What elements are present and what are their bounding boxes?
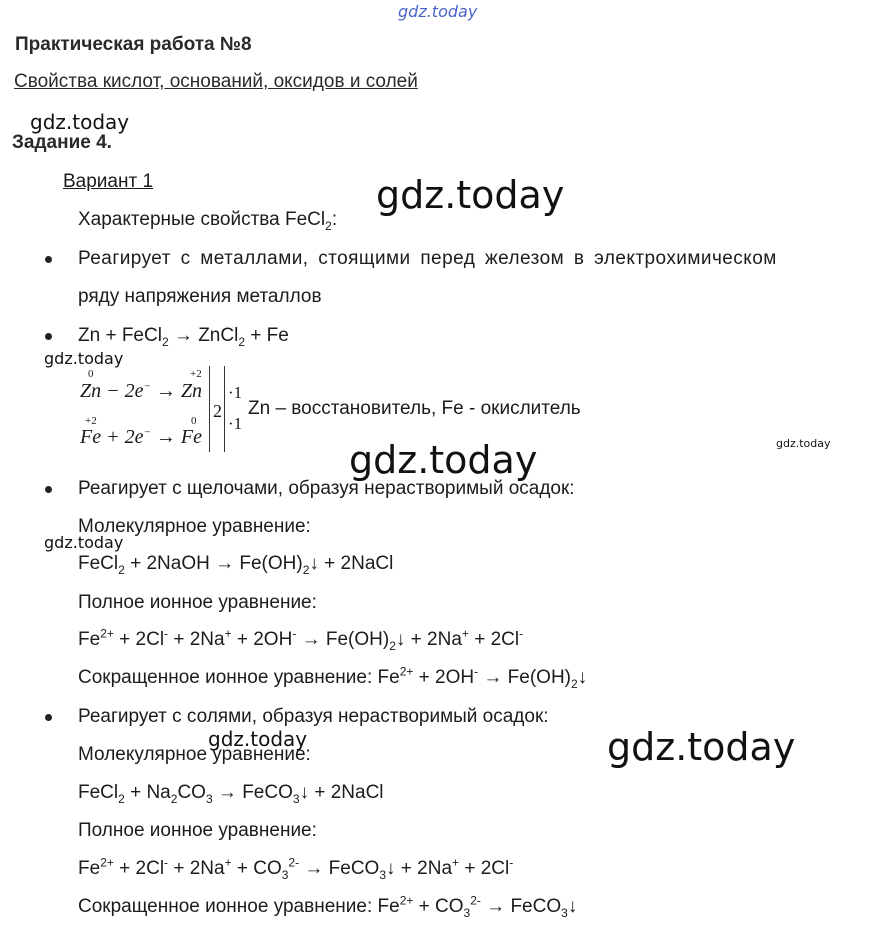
- electron-charge: −: [143, 426, 151, 439]
- redox-right: Zn: [180, 380, 203, 402]
- watermark: gdz.today: [44, 349, 124, 368]
- eq-sup: 2+: [100, 855, 114, 870]
- electron-charge: −: [143, 380, 151, 393]
- eq-part: FeCl: [78, 553, 119, 574]
- eq-sub: 2: [302, 562, 310, 577]
- eq-part: → FeCO: [212, 782, 293, 803]
- redox-left: Zn − 2e: [80, 380, 144, 402]
- item4-mol-label: Молекулярное уравнение:: [78, 744, 311, 765]
- item4-short-equation: [78, 893, 578, 920]
- eq-part: + 2Na: [168, 629, 225, 650]
- eq-part: + 2OH: [413, 667, 475, 688]
- task-heading: Задание 4.: [12, 132, 112, 153]
- eq-sub: 3: [205, 791, 213, 806]
- eq-sup: +: [452, 855, 460, 870]
- eq-sub: 2: [389, 638, 396, 653]
- eq-part: + 2Cl: [113, 858, 165, 879]
- eq-sub: 2: [161, 334, 169, 349]
- bullet-icon: [45, 486, 52, 493]
- redox-coef: 2: [213, 401, 222, 421]
- eq-part: + 2NaOH → Fe(OH): [124, 553, 303, 574]
- redox-left: Fe + 2e: [80, 426, 144, 448]
- eq-sub: 3: [281, 867, 289, 882]
- redox-coef: ·1: [228, 383, 243, 402]
- redox-row2: [80, 426, 202, 449]
- eq-part: + 2Cl: [113, 629, 165, 650]
- eq-part: + 2Cl: [459, 858, 510, 879]
- eq-sup: +: [224, 855, 232, 870]
- item4-full-equation: [78, 855, 514, 882]
- eq-sup: 2-: [288, 855, 300, 870]
- eq-part: ↓: [567, 896, 578, 917]
- ox-state: 0: [88, 368, 94, 380]
- item3-heading: Реагирует с щелочами, образуя нерастворимый осадок:: [78, 478, 575, 499]
- item3-full-equation: [78, 626, 524, 653]
- item3-mol-label: Молекулярное уравнение:: [78, 516, 311, 537]
- eq-part: → FeCO: [480, 896, 562, 917]
- item4-full-label: Полное ионное уравнение:: [78, 820, 317, 841]
- eq-sub: 2: [118, 562, 125, 577]
- item1-line1: Реагирует с металлами, стоящими перед железом в электрохимическом: [78, 248, 777, 269]
- eq-sub: 3: [561, 905, 568, 920]
- eq-sup: -: [164, 626, 169, 641]
- intro-sub: 2: [325, 218, 332, 233]
- item4-heading: Реагирует с солями, образуя нерастворимый осадок:: [78, 706, 549, 727]
- eq-part: + 2Na: [168, 858, 225, 879]
- redox-note: Zn – восстановитель, Fe - окислитель: [248, 398, 581, 419]
- eq-part: ↓ + 2Na: [395, 629, 462, 650]
- eq-part: ↓ + 2NaCl: [299, 782, 384, 803]
- eq-part: + CO: [231, 858, 282, 879]
- eq-part: + Fe: [245, 325, 289, 346]
- item2-equation: [78, 325, 289, 347]
- item1-line2: ряду напряжения металлов: [78, 286, 322, 307]
- intro-text: Характерные свойства FeCl: [78, 209, 326, 230]
- eq-part: ↓ + 2Na: [386, 858, 453, 879]
- variant-label: Вариант 1: [63, 171, 154, 192]
- eq-part: → Fe(OH): [478, 667, 571, 688]
- bullet-icon: [45, 256, 52, 263]
- eq-sup: 2-: [470, 893, 481, 908]
- watermark: gdz.today: [776, 437, 831, 450]
- eq-sup: 2+: [399, 664, 414, 679]
- eq-sup: -: [509, 855, 514, 870]
- eq-part: Zn + FeCl: [78, 325, 162, 346]
- eq-sup: +: [461, 626, 469, 641]
- eq-sup: -: [164, 855, 169, 870]
- ox-state: +2: [190, 368, 202, 380]
- redox-coef: ·1: [228, 414, 243, 433]
- watermark: gdz.today: [30, 110, 130, 134]
- item3-short-equation: [78, 664, 588, 691]
- ox-state: +2: [85, 415, 97, 427]
- arrow: →: [155, 380, 176, 402]
- eq-sup: +: [224, 626, 232, 641]
- eq-sub: 2: [571, 676, 578, 691]
- ox-state: 0: [191, 415, 197, 427]
- eq-sub: 2: [118, 791, 125, 806]
- bullet-icon: [45, 333, 52, 340]
- intro-line: [78, 209, 337, 231]
- item4-mol-equation: [78, 782, 384, 804]
- watermark: gdz.today: [607, 725, 796, 769]
- eq-sup: 2+: [100, 626, 114, 641]
- eq-part: CO: [177, 782, 206, 803]
- arrow: →: [155, 426, 176, 448]
- eq-part: → Fe(OH): [296, 629, 390, 650]
- redox-right: Fe: [180, 426, 202, 448]
- eq-part: → FeCO: [299, 858, 380, 879]
- intro-tail: :: [331, 209, 338, 230]
- page-subtitle: Свойства кислот, оснований, оксидов и солей: [14, 71, 418, 92]
- eq-part: ↓: [577, 667, 588, 688]
- eq-sup: -: [292, 626, 297, 641]
- eq-sup: 2+: [399, 893, 414, 908]
- eq-part: + 2OH: [231, 629, 293, 650]
- watermark: gdz.today: [44, 533, 124, 552]
- eq-part: FeCl: [78, 782, 119, 803]
- watermark: gdz.today: [208, 727, 308, 751]
- redox-bar: [209, 366, 210, 452]
- page-title: Практическая работа №8: [15, 34, 252, 55]
- item3-mol-equation: [78, 553, 393, 575]
- item3-full-label: Полное ионное уравнение:: [78, 592, 317, 613]
- eq-sup: -: [474, 664, 479, 679]
- eq-part: ↓ + 2NaCl: [309, 553, 394, 574]
- bullet-icon: [45, 714, 52, 721]
- eq-part: Fe: [78, 629, 101, 650]
- redox-row1: [80, 380, 202, 403]
- eq-part: + Na: [124, 782, 171, 803]
- eq-sub: 3: [463, 905, 471, 920]
- eq-part: Сокращенное ионное уравнение: Fe: [78, 667, 400, 688]
- eq-part: Fe: [78, 858, 101, 879]
- eq-sub: 3: [292, 791, 300, 806]
- redox-bar: [224, 366, 225, 452]
- watermark: gdz.today: [398, 2, 478, 21]
- watermark: gdz.today: [376, 173, 565, 217]
- eq-sub: 3: [379, 867, 387, 882]
- eq-part: + 2Cl: [468, 629, 520, 650]
- eq-sub: 2: [238, 334, 246, 349]
- eq-part: + CO: [413, 896, 464, 917]
- watermark: gdz.today: [349, 438, 538, 482]
- eq-part: → ZnCl: [168, 325, 239, 346]
- eq-part: Сокращенное ионное уравнение: Fe: [78, 896, 400, 917]
- eq-sup: -: [519, 626, 524, 641]
- eq-sub: 2: [170, 791, 178, 806]
